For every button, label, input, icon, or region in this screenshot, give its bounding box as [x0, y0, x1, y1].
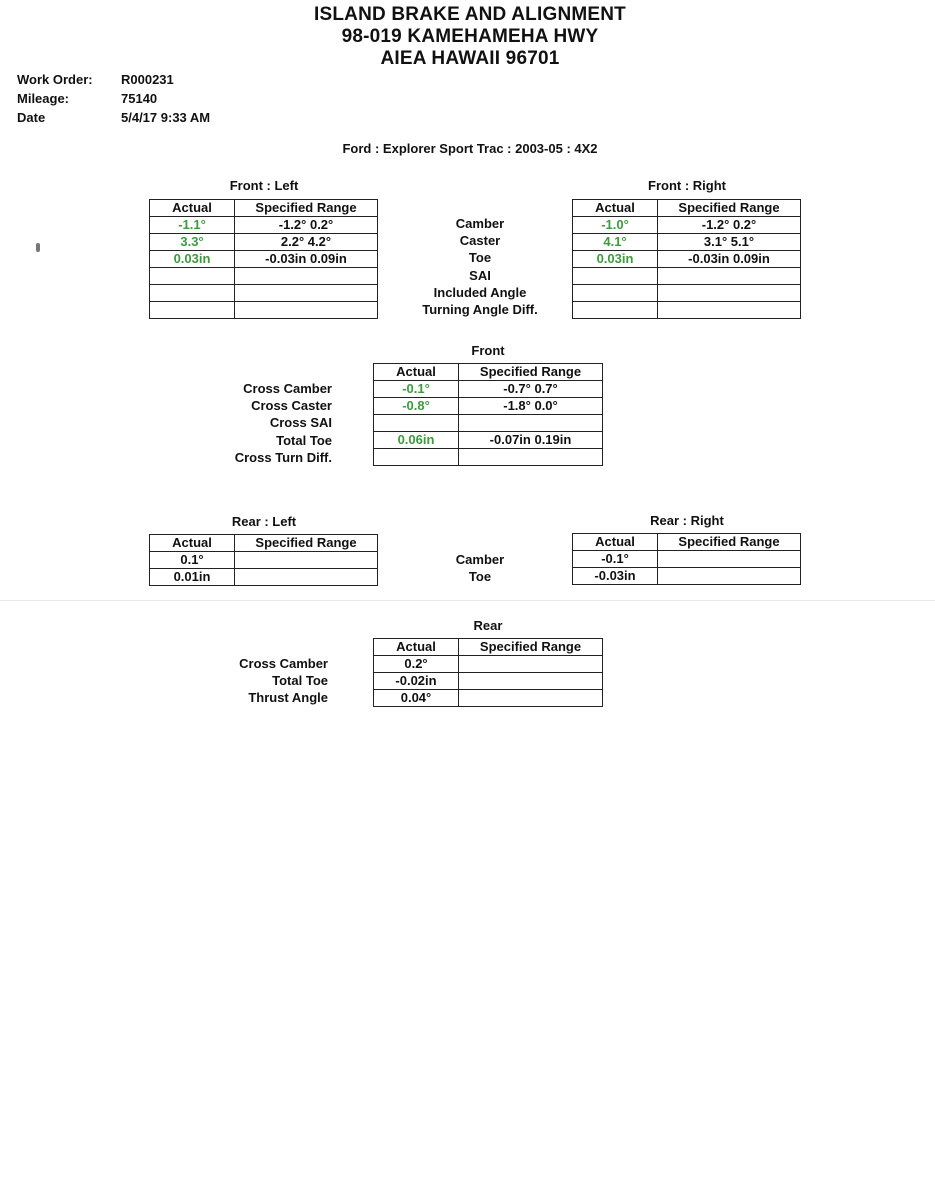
label-toe: Toe [468, 250, 492, 266]
table-row [150, 234, 378, 251]
table-row [573, 285, 801, 302]
paper-fold-line [0, 600, 935, 601]
col-specified-range: Specified Range [459, 639, 603, 656]
actual-cell: 0.2° [374, 656, 459, 673]
label-camber: Camber [455, 216, 505, 231]
table-header-row [573, 200, 801, 217]
col-specified-range: Specified Range [658, 200, 801, 217]
label-cross-camber: Cross Camber [239, 656, 328, 671]
rear-cross-table [373, 638, 603, 707]
actual-cell: 0.03in [573, 251, 658, 268]
table-row [374, 415, 603, 432]
range-cell: -1.2° 0.2° [235, 217, 378, 234]
label-thrust-angle: Thrust Angle [248, 690, 328, 706]
label-caster: Caster [459, 233, 501, 249]
actual-cell [573, 302, 658, 319]
front-cross-labels [190, 380, 332, 466]
table-row [150, 268, 378, 285]
range-cell [235, 569, 378, 586]
work-order-value: R000231 [121, 72, 174, 87]
meta-row [17, 108, 210, 127]
table-row [374, 656, 603, 673]
range-cell [658, 285, 801, 302]
label-cross-caster: Cross Caster [251, 398, 332, 414]
shop-city: AIEA HAWAII 96701 [380, 48, 560, 69]
rear-cross-title: Rear [473, 618, 503, 633]
table-row [374, 690, 603, 707]
front-left-table [149, 199, 378, 319]
col-actual: Actual [150, 535, 235, 552]
shop-name: ISLAND BRAKE AND ALIGNMENT [313, 4, 626, 25]
label-included-angle: Included Angle [433, 284, 527, 300]
range-cell: -0.03in 0.09in [658, 251, 801, 268]
rear-measure-labels [395, 551, 565, 585]
label-toe: Toe [468, 569, 492, 585]
meta-row [17, 89, 210, 108]
range-cell [459, 415, 603, 432]
range-cell [459, 673, 603, 690]
range-cell: 3.1° 5.1° [658, 234, 801, 251]
actual-cell: -1.1° [150, 217, 235, 234]
meta-row [17, 70, 210, 89]
range-cell [459, 656, 603, 673]
label-cross-turn-diff: Cross Turn Diff. [234, 449, 332, 465]
actual-cell [573, 268, 658, 285]
actual-cell [573, 285, 658, 302]
range-cell [658, 568, 801, 585]
table-row [150, 285, 378, 302]
front-cross-table [373, 363, 603, 466]
actual-cell: -0.8° [374, 398, 459, 415]
range-cell [658, 302, 801, 319]
table-row [573, 268, 801, 285]
label-camber: Camber [455, 552, 505, 567]
table-row [573, 251, 801, 268]
table-row [374, 398, 603, 415]
table-row [573, 217, 801, 234]
meta-label: Mileage: [17, 91, 70, 106]
actual-cell [374, 449, 459, 466]
actual-cell: 0.01in [150, 569, 235, 586]
range-cell [235, 302, 378, 319]
table-row [374, 432, 603, 449]
range-cell [235, 552, 378, 569]
col-actual: Actual [150, 200, 235, 217]
table-row [573, 302, 801, 319]
rear-left-table [149, 534, 378, 586]
actual-cell: 0.04° [374, 690, 459, 707]
table-row [150, 251, 378, 268]
actual-cell: 3.3° [150, 234, 235, 251]
col-specified-range: Specified Range [459, 364, 603, 381]
range-cell: -0.7° 0.7° [459, 381, 603, 398]
date-value: 5/4/17 9:33 AM [121, 110, 211, 125]
actual-cell: -0.1° [573, 551, 658, 568]
label-sai: SAI [469, 267, 491, 283]
work-order-info [17, 70, 210, 127]
range-cell [658, 268, 801, 285]
actual-cell: -0.1° [374, 381, 459, 398]
range-cell [459, 690, 603, 707]
range-cell: -0.07in 0.19in [459, 432, 603, 449]
actual-cell: 0.03in [150, 251, 235, 268]
col-actual: Actual [573, 534, 658, 551]
actual-cell: 0.1° [150, 552, 235, 569]
rear-cross-labels [190, 655, 328, 707]
col-specified-range: Specified Range [235, 200, 378, 217]
rear-right-table [572, 533, 801, 585]
shop-header [0, 4, 935, 70]
range-cell [235, 268, 378, 285]
table-header-row [573, 534, 801, 551]
table-row [150, 552, 378, 569]
actual-cell: 0.06in [374, 432, 459, 449]
front-measure-labels [395, 215, 565, 318]
vehicle-description: Ford : Explorer Sport Trac : 2003-05 : 4X2 [342, 141, 598, 156]
label-cross-sai: Cross SAI [269, 415, 332, 431]
front-right-title: Front : Right [648, 178, 726, 193]
label-cross-camber: Cross Camber [243, 381, 332, 396]
range-cell: -1.2° 0.2° [658, 217, 801, 234]
actual-cell [150, 285, 235, 302]
mileage-value: 75140 [121, 91, 158, 106]
table-row [573, 234, 801, 251]
actual-cell [150, 268, 235, 285]
col-specified-range: Specified Range [235, 535, 378, 552]
label-total-toe: Total Toe [272, 673, 328, 689]
meta-label: Work Order: [17, 72, 93, 87]
actual-cell [374, 415, 459, 432]
rear-right-title: Rear : Right [650, 513, 724, 528]
range-cell: -0.03in 0.09in [235, 251, 378, 268]
table-header-row [150, 200, 378, 217]
label-total-toe: Total Toe [276, 432, 332, 448]
actual-cell: -0.03in [573, 568, 658, 585]
shop-street: 98-019 KAMEHAMEHA HWY [341, 26, 599, 47]
col-specified-range: Specified Range [658, 534, 801, 551]
table-row [374, 381, 603, 398]
table-row [150, 217, 378, 234]
actual-cell [150, 302, 235, 319]
col-actual: Actual [374, 639, 459, 656]
col-actual: Actual [374, 364, 459, 381]
table-row [150, 302, 378, 319]
table-header-row [374, 639, 603, 656]
range-cell: -1.8° 0.0° [459, 398, 603, 415]
table-header-row [150, 535, 378, 552]
col-actual: Actual [573, 200, 658, 217]
table-row [374, 449, 603, 466]
actual-cell: -0.02in [374, 673, 459, 690]
front-cross-title: Front [471, 343, 505, 358]
label-turning-angle-diff: Turning Angle Diff. [422, 301, 538, 317]
table-row [374, 673, 603, 690]
range-cell [459, 449, 603, 466]
rear-left-title: Rear : Left [231, 514, 297, 529]
range-cell [658, 551, 801, 568]
paper-speck [36, 243, 40, 252]
table-row [573, 551, 801, 568]
table-row [573, 568, 801, 585]
table-row [150, 569, 378, 586]
meta-label: Date [17, 110, 46, 125]
front-right-table [572, 199, 801, 319]
actual-cell: -1.0° [573, 217, 658, 234]
actual-cell: 4.1° [573, 234, 658, 251]
front-left-title: Front : Left [229, 178, 299, 193]
table-header-row [374, 364, 603, 381]
range-cell: 2.2° 4.2° [235, 234, 378, 251]
range-cell [235, 285, 378, 302]
